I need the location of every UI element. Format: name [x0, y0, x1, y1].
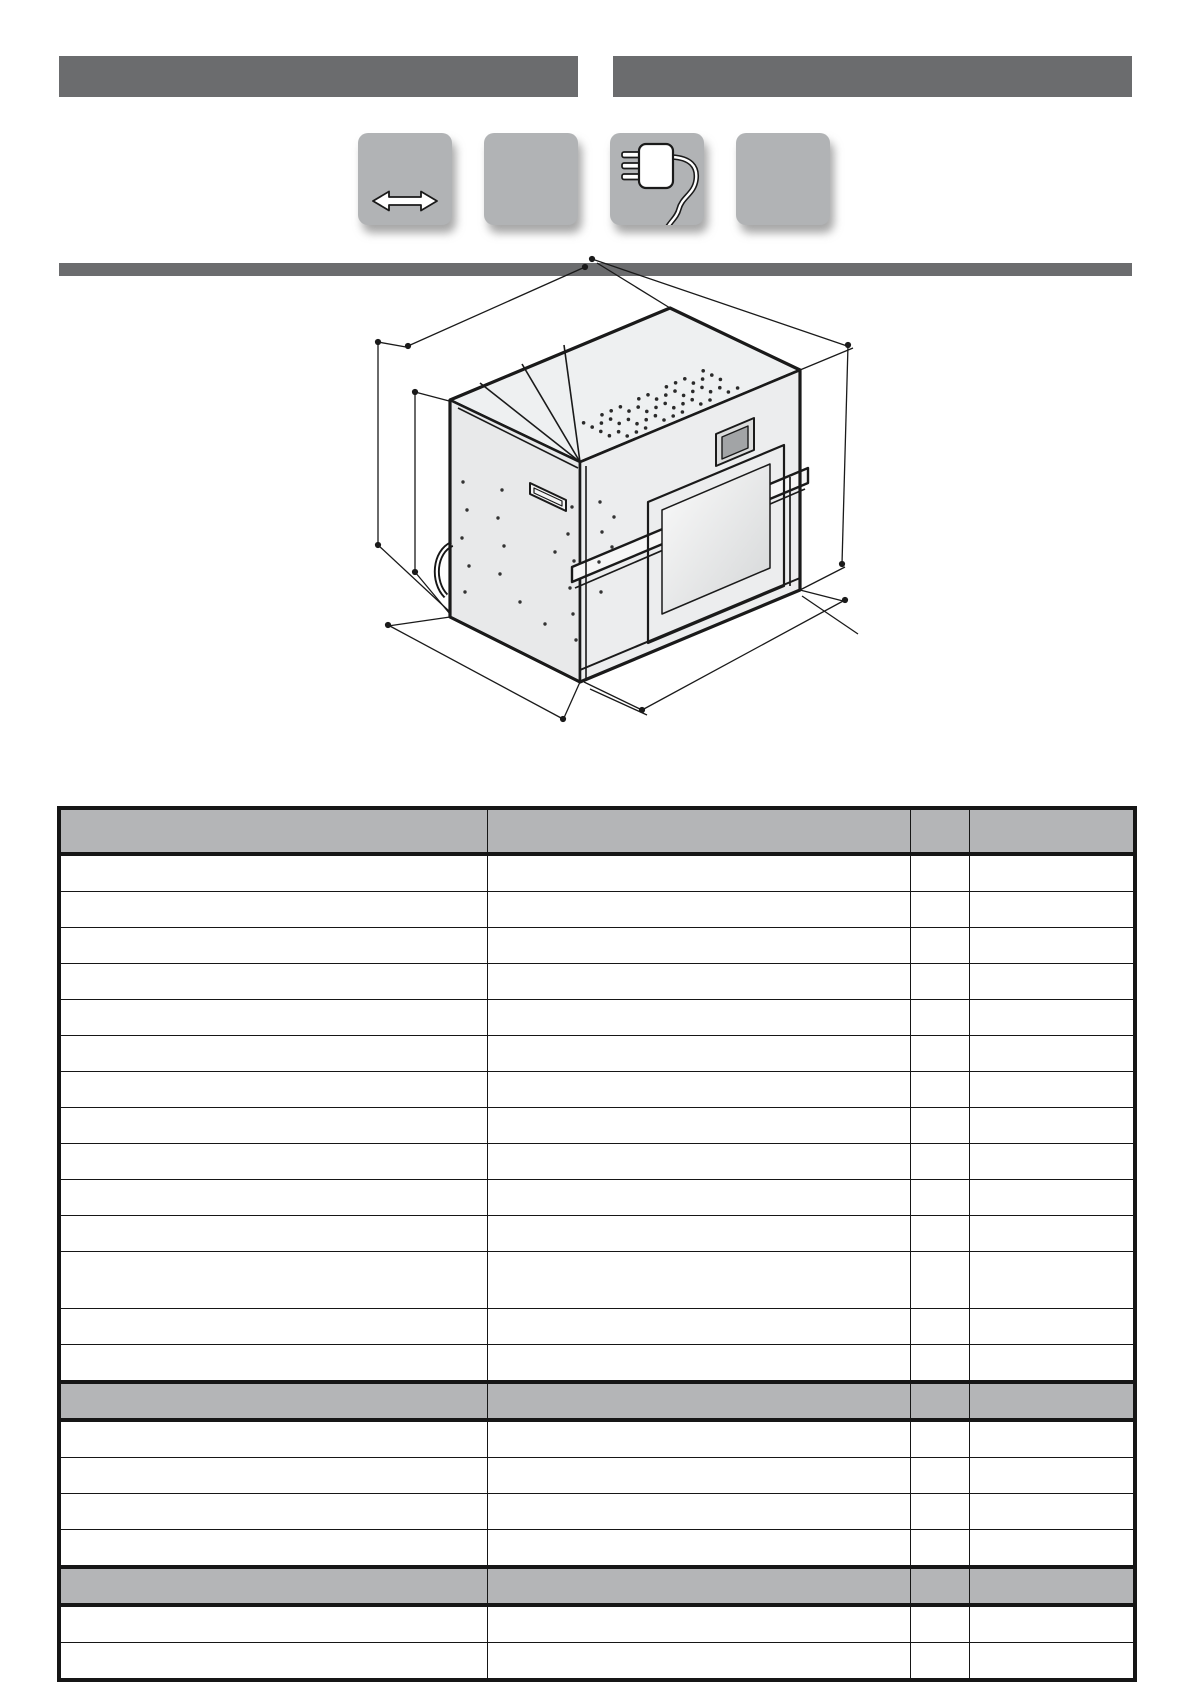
table-cell: [910, 1000, 969, 1036]
table-cell: [59, 808, 487, 854]
table-cell: [59, 1530, 487, 1568]
table-cell: [487, 808, 910, 854]
table-cell: [487, 1530, 910, 1568]
table-cell: [59, 1643, 487, 1681]
table-row: [59, 1530, 1135, 1568]
table-cell: [969, 1643, 1135, 1681]
table-cell: [969, 1567, 1135, 1605]
table-cell: [487, 1420, 910, 1458]
table-cell: [487, 1108, 910, 1144]
table-row: [59, 1643, 1135, 1681]
table-row: [59, 1180, 1135, 1216]
table-cell: [487, 1309, 910, 1345]
table-cell: [910, 808, 969, 854]
table-cell: [487, 1382, 910, 1420]
table-cell: [59, 1458, 487, 1494]
table-cell: [910, 1494, 969, 1530]
table-cell: [969, 1345, 1135, 1383]
table-cell: [969, 1420, 1135, 1458]
table-cell: [969, 854, 1135, 892]
table-row: [59, 1605, 1135, 1643]
power-plug-icon: [610, 133, 704, 225]
table-row: [59, 1108, 1135, 1144]
table-cell: [969, 1216, 1135, 1252]
table-cell: [59, 1605, 487, 1643]
top-header-bar-left: [59, 56, 578, 97]
table-cell: [910, 1036, 969, 1072]
table-cell: [910, 1309, 969, 1345]
table-cell: [59, 854, 487, 892]
table-cell: [59, 1108, 487, 1144]
table-cell: [910, 854, 969, 892]
table-cell: [910, 1108, 969, 1144]
power-plug-tile: [610, 133, 704, 225]
table-cell: [969, 1252, 1135, 1309]
table-cell: [969, 1309, 1135, 1345]
table-row: [59, 1072, 1135, 1108]
table-cell: [910, 1458, 969, 1494]
table-cell: [910, 1420, 969, 1458]
table-cell: [910, 1530, 969, 1568]
section-row: [59, 1567, 1135, 1605]
table-cell: [910, 892, 969, 928]
table-row: [59, 1216, 1135, 1252]
table-cell: [969, 1144, 1135, 1180]
table-row: [59, 964, 1135, 1000]
table-cell: [910, 928, 969, 964]
table-cell: [969, 1108, 1135, 1144]
table-cell: [59, 1494, 487, 1530]
table-cell: [59, 1309, 487, 1345]
table-cell: [59, 1036, 487, 1072]
table-cell: [969, 928, 1135, 964]
table-cell: [487, 1643, 910, 1681]
table-cell: [487, 1605, 910, 1643]
table-cell: [487, 1567, 910, 1605]
table-cell: [910, 1382, 969, 1420]
table-cell: [487, 1036, 910, 1072]
table-cell: [910, 1144, 969, 1180]
table-cell: [487, 928, 910, 964]
table-cell: [487, 892, 910, 928]
table-cell: [59, 1000, 487, 1036]
table-row: [59, 1000, 1135, 1036]
horizontal-double-arrow-icon: [358, 133, 452, 225]
table-cell: [969, 808, 1135, 854]
table-cell: [487, 1180, 910, 1216]
table-row: [59, 892, 1135, 928]
table-cell: [487, 1072, 910, 1108]
table-cell: [59, 1144, 487, 1180]
table-cell: [910, 1643, 969, 1681]
table-cell: [59, 1382, 487, 1420]
header-row: [59, 808, 1135, 854]
table-row: [59, 1458, 1135, 1494]
table-cell: [59, 1180, 487, 1216]
table-row: [59, 1036, 1135, 1072]
table-cell: [487, 1458, 910, 1494]
table-cell: [969, 1458, 1135, 1494]
table-cell: [59, 1072, 487, 1108]
table-cell: [910, 1072, 969, 1108]
specifications-table: [57, 806, 1137, 1682]
table-cell: [59, 1252, 487, 1309]
table-cell: [969, 1000, 1135, 1036]
table-cell: [487, 1494, 910, 1530]
table-cell: [910, 964, 969, 1000]
table-cell: [487, 1216, 910, 1252]
table-cell: [969, 964, 1135, 1000]
table-cell: [910, 1605, 969, 1643]
table-row: [59, 928, 1135, 964]
blank-tile-1: [484, 133, 578, 225]
table-cell: [910, 1180, 969, 1216]
table-cell: [59, 964, 487, 1000]
table-row: [59, 1420, 1135, 1458]
table-cell: [59, 1216, 487, 1252]
table-cell: [910, 1567, 969, 1605]
table-cell: [487, 964, 910, 1000]
table-cell: [487, 1144, 910, 1180]
oven-isometric-dimension-diagram: [350, 252, 860, 752]
table-cell: [59, 892, 487, 928]
table-cell: [487, 1345, 910, 1383]
table-cell: [969, 1605, 1135, 1643]
table-cell: [910, 1216, 969, 1252]
table-cell: [910, 1345, 969, 1383]
table-cell: [487, 1252, 910, 1309]
table-cell: [969, 1072, 1135, 1108]
table-cell: [969, 1180, 1135, 1216]
table-cell: [59, 1567, 487, 1605]
table-cell: [969, 1530, 1135, 1568]
table-cell: [59, 1345, 487, 1383]
table-row: [59, 854, 1135, 892]
table-cell: [59, 1420, 487, 1458]
table-row: [59, 1252, 1135, 1309]
table-cell: [487, 1000, 910, 1036]
table-cell: [969, 1382, 1135, 1420]
table-cell: [969, 1036, 1135, 1072]
table-row: [59, 1309, 1135, 1345]
blank-tile-2: [736, 133, 830, 225]
section-row: [59, 1382, 1135, 1420]
dimensions-tile: [358, 133, 452, 225]
table-cell: [487, 854, 910, 892]
table-row: [59, 1494, 1135, 1530]
table-row: [59, 1144, 1135, 1180]
table-cell: [910, 1252, 969, 1309]
table-cell: [969, 1494, 1135, 1530]
top-header-bar-right: [613, 56, 1132, 97]
table-cell: [969, 892, 1135, 928]
table-row: [59, 1345, 1135, 1383]
table-cell: [59, 928, 487, 964]
